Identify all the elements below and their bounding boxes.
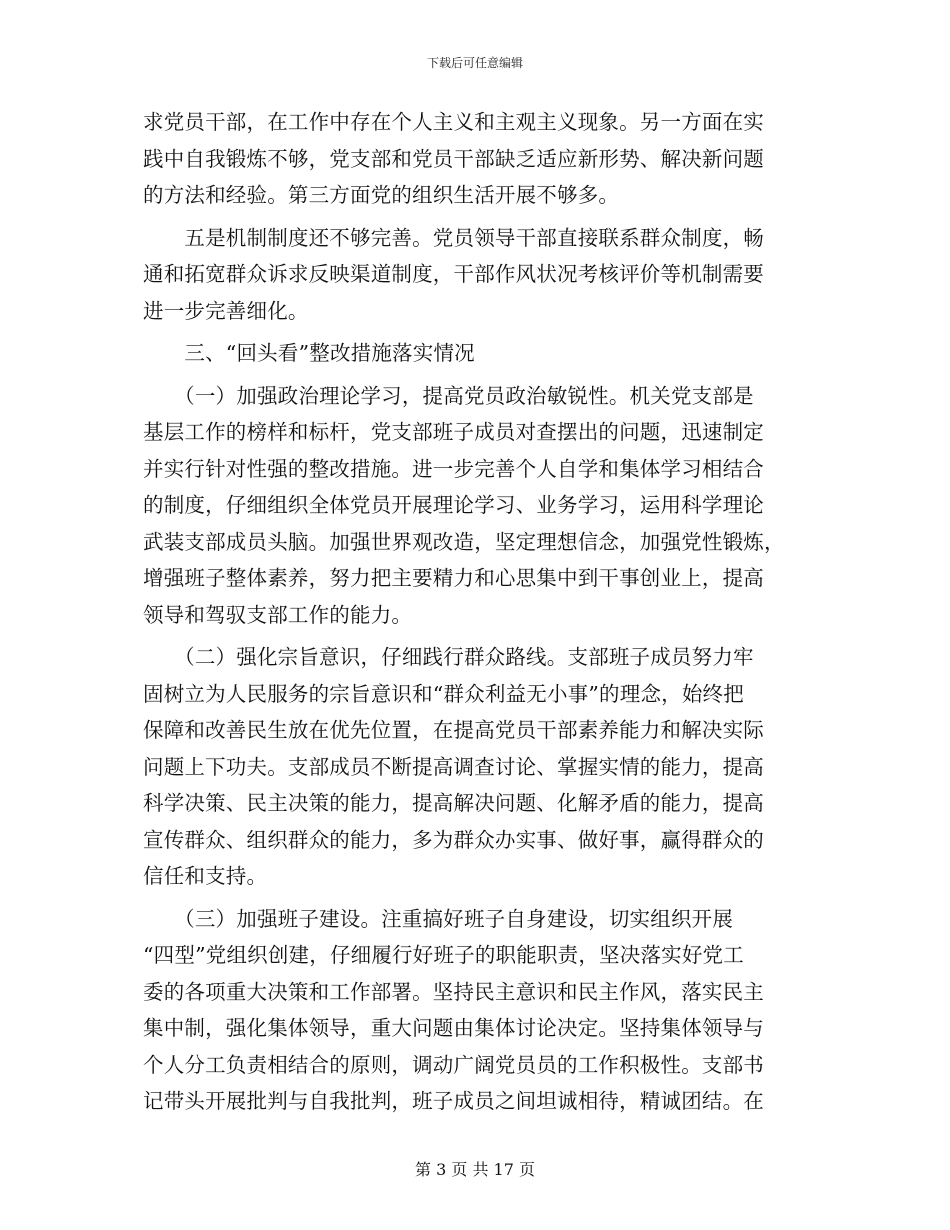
text-line: 个人分工负责相结合的原则，调动广阔党员员的工作积极性。支部书 bbox=[143, 1052, 764, 1077]
text-line: 五是机制制度还不够完善。党员领导干部直接联系群众制度，畅 bbox=[143, 225, 764, 250]
text-line: （三）加强班子建设。注重搞好班子自身建设，切实组织开展 bbox=[143, 906, 734, 931]
text-line: （一）加强政治理论学习，提高党员政治敏锐性。机关党支部是 bbox=[143, 383, 754, 408]
text-line: “四型”党组织创建，仔细履行好班子的职能职责，坚决落实好党工 bbox=[143, 943, 744, 967]
text-line: 委的各项重大决策和工作部署。坚持民主意识和民主作风，落实民主 bbox=[143, 979, 764, 1004]
text-line: 问题上下功夫。支部成员不断提高调查讨论、掌握实情的能力，提高 bbox=[143, 754, 764, 779]
text-line: 三、“回头看”整改措施落实情况 bbox=[143, 341, 475, 365]
text-line: 践中自我锻炼不够，党支部和党员干部缺乏适应新形势、解决新问题 bbox=[143, 146, 764, 171]
text-line: 科学决策、民主决策的能力，提高解决问题、化解矛盾的能力，提高 bbox=[143, 791, 764, 815]
paragraph bbox=[143, 901, 803, 1120]
text-line: 信任和支持。 bbox=[143, 864, 268, 888]
text-line: 武装支部成员头脑。加强世界观改造，坚定理想信念，加强党性锻炼， bbox=[143, 529, 785, 554]
text-line: 宣传群众、组织群众的能力，多为群众办实事、做好事，赢得群众的 bbox=[143, 827, 764, 852]
paragraph bbox=[143, 639, 803, 895]
text-line: 增强班子整体素养，努力把主要精力和心思集中到干事创业上，提高 bbox=[143, 566, 764, 590]
paragraph bbox=[143, 220, 803, 330]
text-line: 进一步完善细化。 bbox=[143, 298, 309, 323]
text-line: 基层工作的榜样和标杆，党支部班子成员对查摆出的问题，迅速制定 bbox=[143, 420, 764, 444]
page-footer: 第 3 页 共 17 页 bbox=[415, 1160, 535, 1179]
page-header: 下载后可任意编辑 bbox=[426, 56, 523, 70]
text-line: 并实行针对性强的整改措施。进一步完善个人自学和集体学习相结合 bbox=[143, 456, 764, 481]
text-line: 集中制，强化集体领导，重大问题由集体讨论决定。坚持集体领导与 bbox=[143, 1016, 764, 1040]
text-line: 通和拓宽群众诉求反映渠道制度，干部作风状况考核评价等机制需要 bbox=[143, 262, 764, 286]
text-line: 记带头开展批判与自我批判，班子成员之间坦诚相待，精诚团结。在 bbox=[143, 1089, 764, 1113]
text-line: （二）强化宗旨意识，仔细践行群众路线。支部班子成员努力牢 bbox=[143, 645, 754, 669]
text-line: 求党员干部，在工作中存在个人主义和主观主义现象。另一方面在实 bbox=[143, 110, 764, 134]
text-line: 固树立为人民服务的宗旨意识和“群众利益无小事”的理念，始终把 bbox=[143, 681, 744, 706]
text-line: 领导和驾驭支部工作的能力。 bbox=[143, 602, 413, 627]
text-line: 保障和改善民生放在优先位置，在提高党员干部素养能力和解决实际 bbox=[143, 718, 764, 742]
document-body bbox=[143, 104, 803, 1120]
paragraph bbox=[143, 335, 803, 372]
paragraph bbox=[143, 104, 803, 214]
text-line: 的方法和经验。第三方面党的组织生活开展不够多。 bbox=[143, 183, 620, 207]
text-line: 的制度，仔细组织全体党员开展理论学习、业务学习，运用科学理论 bbox=[143, 493, 764, 517]
paragraph bbox=[143, 378, 803, 634]
